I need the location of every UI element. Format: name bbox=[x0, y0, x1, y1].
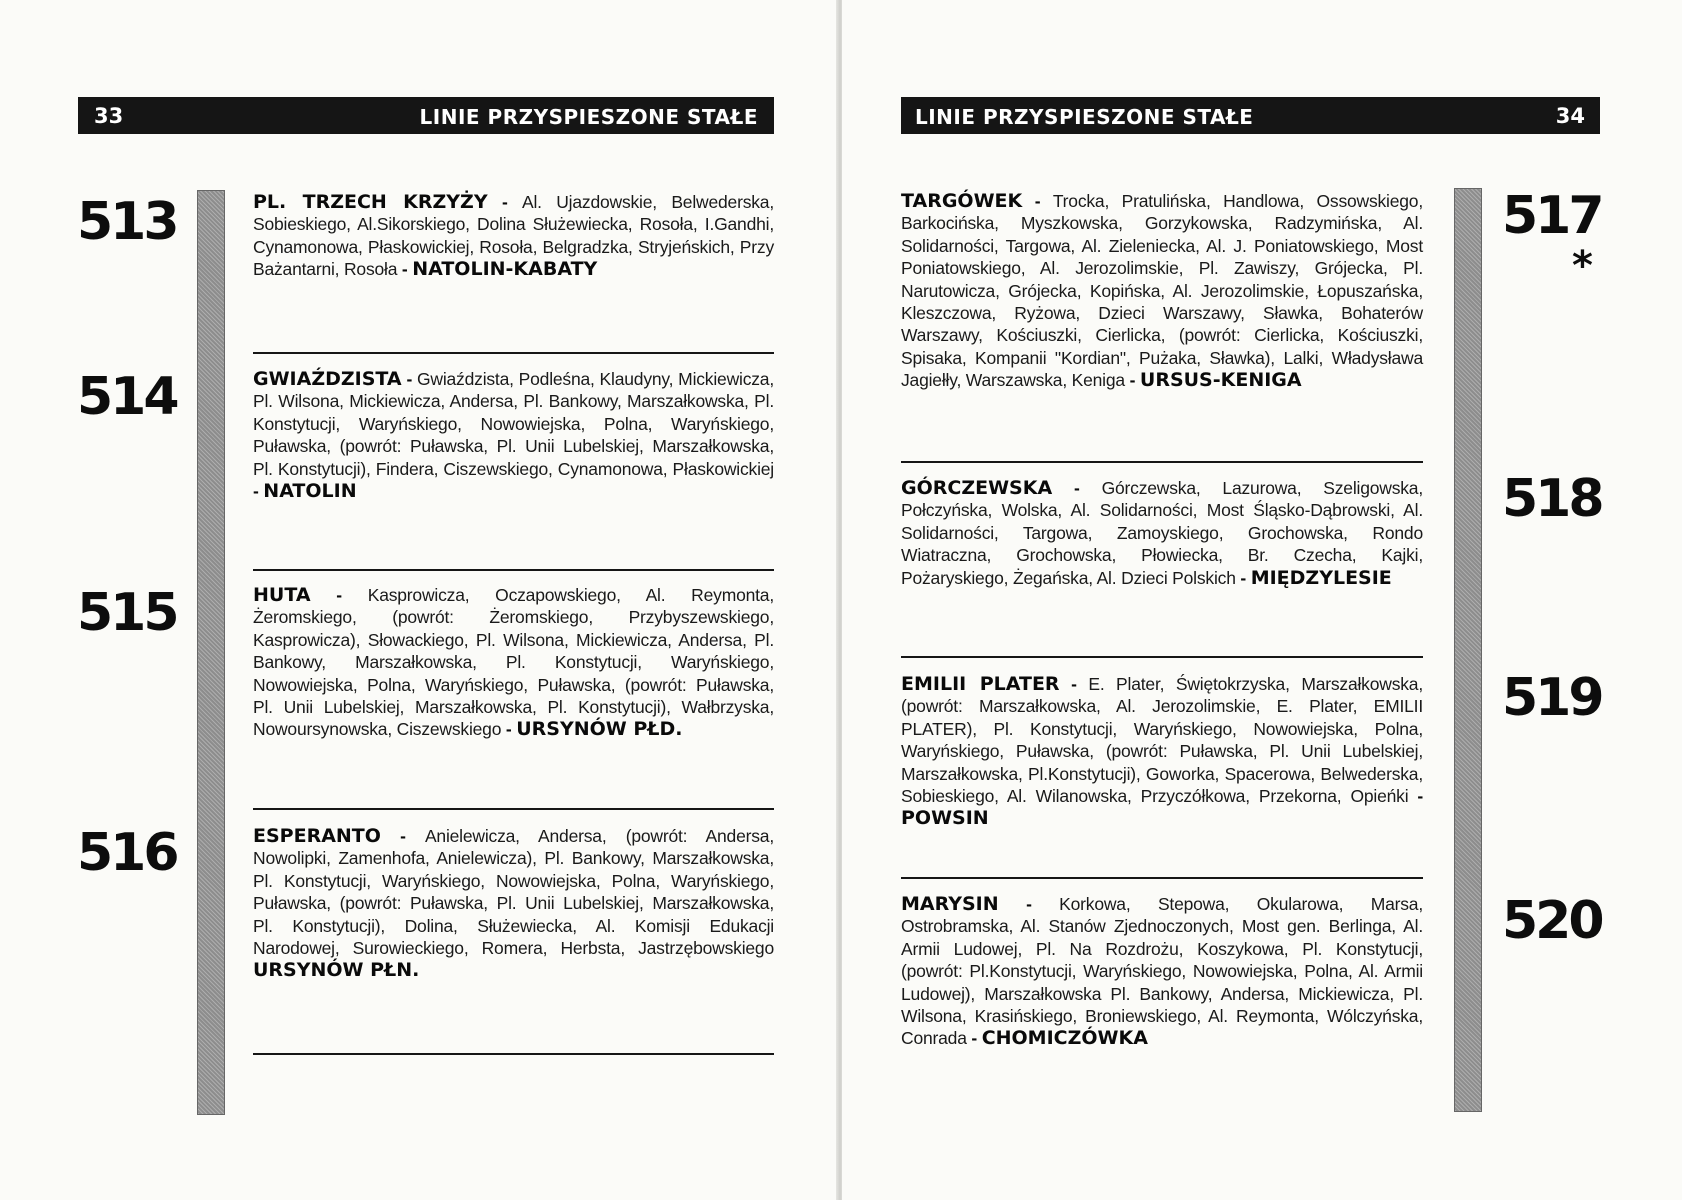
route-origin: MARYSIN bbox=[901, 893, 999, 915]
route-origin: HUTA bbox=[253, 584, 311, 606]
divider bbox=[901, 877, 1423, 879]
route-entry-515 bbox=[253, 584, 774, 741]
route-separator: - bbox=[966, 1028, 982, 1049]
route-entry-516 bbox=[253, 825, 774, 982]
route-number-519: 519 bbox=[1502, 668, 1602, 728]
route-separator: - bbox=[380, 826, 425, 846]
route-separator: - bbox=[1059, 674, 1089, 694]
route-separator: - bbox=[310, 585, 368, 605]
route-entry-517 bbox=[901, 190, 1423, 392]
route-number-520: 520 bbox=[1502, 891, 1602, 951]
route-via: Gwiaździsta, Podleśna, Klaudyny, Mickiewicza, Pl. Wilsona, Mickiewicza, Andersa, Pl. Bankowy, Marszałkowska, Pl. Konstytucji, Waryńskiego, Nowowiejska, Polna, Waryńskiego, Puławska, (powrót: Puławska, Pl. Unii Lubelskiej, Marszałkowska, Pl. Konstytucji), Findera, Ciszewskiego, Cynamonowa, Płaskowickiej bbox=[253, 369, 774, 479]
page-header bbox=[901, 97, 1600, 134]
left-page bbox=[0, 0, 838, 1200]
route-separator: - bbox=[1052, 478, 1102, 498]
route-destination: CHOMICZÓWKA bbox=[981, 1027, 1148, 1050]
route-via: Kasprowicza, Oczapowskiego, Al. Reymonta, Żeromskiego, (powrót: Żeromskiego, Przybyszewskiego, Kasprowicza), Słowackiego, Pl. Wilsona, Mickiewicza, Andersa, Pl. Bankowy, Marszałkowska, Pl. Konstytucji, Waryńskiego, Nowowiejska, Polna, Waryńskiego, Puławska, (powrót: Puławska, Pl. Unii Lubelskiej, Marszałkowska, Pl. Konstytucji), Wałbrzyska, Nowoursynowska, Ciszewskiego bbox=[253, 585, 774, 740]
route-origin: TARGÓWEK bbox=[901, 190, 1023, 212]
route-destination: URSYNÓW PŁD. bbox=[516, 718, 683, 741]
route-via: E. Plater, Świętokrzyska, Marszałkowska, (powrót: Marszałkowska, Al. Jerozolimskie, E. Plater, EMILII PLATER), Pl. Konstytucji, Waryńskiego, Nowowiejska, Polna, Waryńskiego, Puławska, (powrót: Puławska, Pl. Unii Lubelskiej, Marszałkowska, Pl.Konstytucji), Goworka, Spacerowa, Belwederska, Sobieskiego, Al. Wilanowska, Przyczółkowa, Przekorna, Opieńki bbox=[901, 674, 1423, 807]
route-separator: - bbox=[1235, 567, 1251, 588]
route-via: Trocka, Pratulińska, Handlowa, Ossowskiego, Barkocińska, Myszkowska, Gorzykowska, Radzymińska, Al. Solidarności, Targowa, Al. Zieleniecka, Al. J. Poniatowskiego, Most Poniatowskiego, Al. Jerozolimskie, Pl. Zawiszy, Grójecka, Pl. Narutowicza, Grójecka, Kopińska, Al. Jerozolimskie, Łopuszańska, Kleszczowa, Ryżowa, Dzieci Warszawy, Sławka, Bohaterów Warszawy, Kościuszki, Cierlicka, (powrót: Cierlicka, Kościuszki, Spisaka, Kompanii "Kordian", Pużaka, Sławka), Lalki, Władysława Jagiełły, Warszawska, Keniga bbox=[901, 191, 1424, 391]
route-number-514: 514 bbox=[77, 367, 177, 427]
right-page bbox=[842, 0, 1682, 1200]
route-via: Korkowa, Stepowa, Okularowa, Marsa, Ostrobramska, Al. Stanów Zjednoczonych, Most gen. Berlinga, Al. Armii Ludowej, Pl. Na Rozdrożu, Koszykowa, Pl. Konstytucji, (powrót: Pl.Konstytucji, Waryńskiego, Nowowiejska, Polna, Al. Armii Ludowej), Marszałkowska Pl. Bankowy, Andersa, Mickiewicza, Pl. Wilsona, Krasińskiego, Broniewskiego, Al. Reymonta, Wólczyńska, Conrada bbox=[901, 894, 1423, 1049]
route-origin: GWIAŹDZISTA bbox=[253, 368, 402, 390]
route-number-518: 518 bbox=[1502, 469, 1602, 529]
route-origin: GÓRCZEWSKA bbox=[901, 477, 1053, 499]
page-header bbox=[78, 97, 774, 134]
route-separator: - bbox=[998, 894, 1060, 914]
route-separator: - bbox=[1408, 786, 1423, 807]
route-marker-asterisk: * bbox=[1572, 243, 1593, 289]
route-via: Górczewska, Lazurowa, Szeligowska, Połczyńska, Wolska, Al. Solidarności, Most Śląsko-Dąbrowski, Al. Solidarności, Targowa, Zamoyskiego, Grochowska, Rondo Wiatraczna, Grochowska, Płowiecka, Br. Czecha, Kajki, Pożaryskiego, Żegańska, Al. Dzieci Polskich bbox=[901, 478, 1424, 588]
route-destination: NATOLIN-KABATY bbox=[412, 258, 598, 281]
route-number-515: 515 bbox=[77, 583, 177, 643]
route-via: Anielewicza, Andersa, (powrót: Andersa, Nowolipki, Zamenhofa, Anielewicza), Pl. Bankowy, Marszałkowska, Pl. Konstytucji, Waryńskiego, Nowowiejska, Polna, Waryńskiego, Puławska, (powrót: Puławska, Pl. Unii Lubelskiej, Marszałkowska, Pl. Konstytucji), Dolina, Służewiecka, Al. Komisji Edukacji Narodowej, Surowieckiego, Romera, Herbsta, Jastrzębowskiego bbox=[253, 826, 774, 959]
route-origin: EMILII PLATER bbox=[901, 673, 1060, 695]
route-entry-520 bbox=[901, 893, 1423, 1050]
route-entry-514 bbox=[253, 368, 774, 502]
route-separator: - bbox=[1124, 370, 1140, 391]
divider bbox=[253, 808, 774, 810]
divider bbox=[253, 569, 774, 571]
route-destination: URSYNÓW PŁN. bbox=[253, 959, 420, 982]
route-destination: MIĘDZYLESIE bbox=[1250, 566, 1392, 589]
header-title: LINIE PRZYSPIESZONE STAŁE bbox=[419, 105, 758, 129]
route-entry-518 bbox=[901, 477, 1423, 589]
route-entry-519 bbox=[901, 673, 1423, 830]
page-number: 34 bbox=[1555, 104, 1585, 128]
route-origin: PL. TRZECH KRZYŻY bbox=[253, 191, 488, 213]
divider bbox=[253, 1053, 774, 1055]
route-separator: - bbox=[487, 192, 523, 212]
route-separator: - bbox=[1022, 191, 1053, 211]
route-separator: - bbox=[401, 369, 417, 389]
route-separator: - bbox=[397, 259, 413, 280]
route-number-517: 517 bbox=[1502, 186, 1602, 246]
route-via: Al. Ujazdowskie, Belwederska, Sobieskiego, Al.Sikorskiego, Dolina Służewiecka, Rosoła, I.Gandhi, Cynamonowa, Płaskowickiej, Rosoła, Belgradzka, Stryjeńskich, Przy Bażantarni, Rosoła bbox=[253, 192, 774, 280]
divider bbox=[901, 656, 1423, 658]
divider bbox=[253, 352, 774, 354]
route-destination: POWSIN bbox=[901, 807, 989, 830]
decorative-stripe bbox=[1454, 188, 1482, 1112]
header-title: LINIE PRZYSPIESZONE STAŁE bbox=[915, 105, 1254, 129]
page-number: 33 bbox=[94, 104, 124, 128]
route-origin: ESPERANTO bbox=[253, 825, 381, 847]
route-destination: URSUS-KENIGA bbox=[1139, 369, 1302, 392]
route-separator: - bbox=[253, 481, 264, 502]
decorative-stripe bbox=[197, 190, 225, 1115]
route-destination: NATOLIN bbox=[263, 480, 357, 503]
route-number-513: 513 bbox=[77, 192, 177, 252]
route-entry-513 bbox=[253, 191, 774, 281]
route-separator: - bbox=[501, 719, 517, 740]
route-number-516: 516 bbox=[77, 823, 177, 883]
divider bbox=[901, 461, 1423, 463]
